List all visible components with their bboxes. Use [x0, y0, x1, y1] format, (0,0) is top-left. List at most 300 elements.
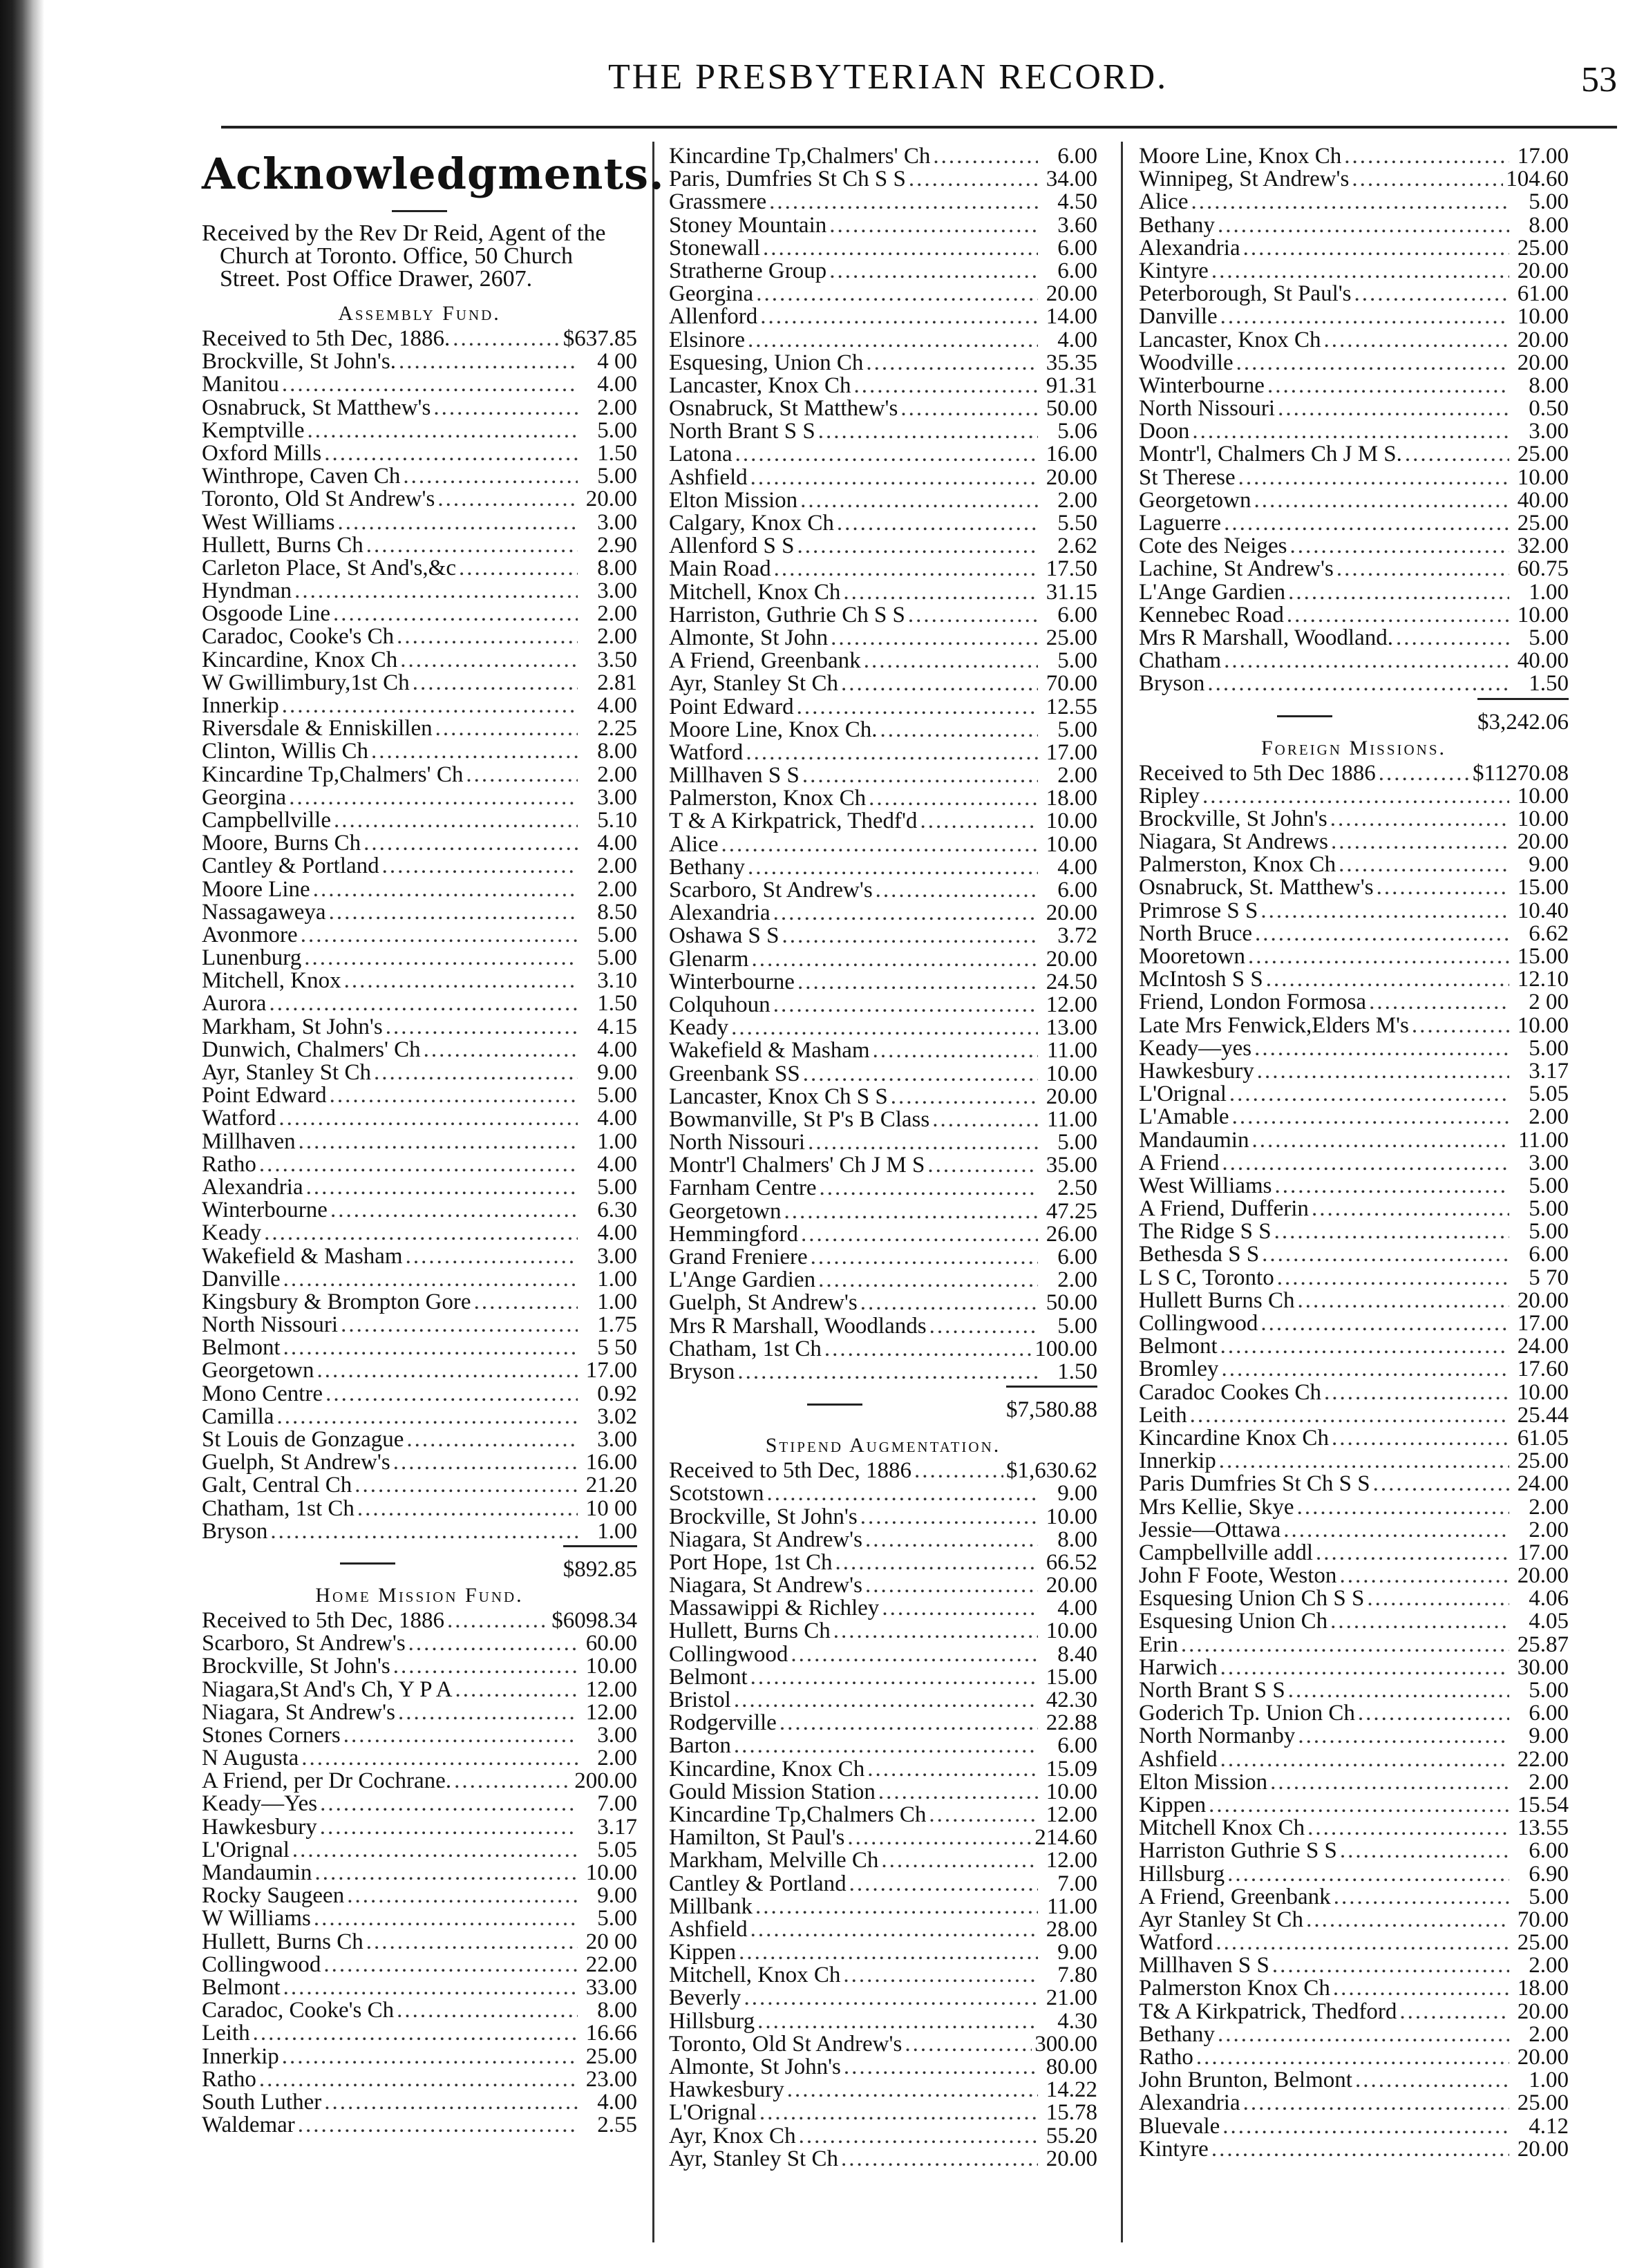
amount: 2.00	[1057, 487, 1097, 513]
contributor-name: Hawkesbury	[202, 1815, 317, 1839]
dot-leader	[1336, 558, 1509, 580]
dot-leader	[1298, 1725, 1509, 1748]
list-item	[202, 2022, 637, 2045]
dot-leader	[314, 1907, 578, 1930]
dot-leader	[437, 488, 578, 511]
section-heading-stipend-augmentation: Stipend Augmentation.	[765, 1434, 1001, 1457]
contributor-name: Moore Line, Knox Ch	[1139, 145, 1342, 169]
amount: 26.00	[1046, 1221, 1097, 1247]
list-item	[669, 214, 1097, 237]
dot-leader	[304, 947, 578, 970]
amount: 2.00	[597, 624, 637, 650]
amount: 2.00	[1057, 763, 1097, 788]
contributor-name: Caradoc, Cooke's Ch	[202, 1999, 395, 2023]
amount: 2.00	[1529, 1104, 1569, 1130]
amount: 24.00	[1517, 1334, 1569, 1359]
dot-leader	[1352, 168, 1503, 191]
list-item	[669, 971, 1097, 994]
amount: 214.60	[1034, 1825, 1097, 1851]
column-left	[202, 145, 665, 2138]
contributor-name: Dunwich, Chalmers' Ch	[202, 1038, 421, 1062]
list-item	[669, 1086, 1097, 1108]
amount: 20.00	[1046, 281, 1097, 307]
list-item	[669, 948, 1097, 971]
dot-leader	[1298, 1289, 1509, 1312]
amount: 15.00	[1517, 875, 1569, 900]
dot-leader	[270, 1520, 578, 1543]
contributor-name: Glenarm	[669, 947, 749, 971]
dot-leader	[1306, 1909, 1509, 1931]
contributor-name: Ashfield	[669, 1918, 748, 1942]
list-item	[669, 1223, 1097, 1246]
dot-leader	[1211, 260, 1509, 283]
amount: 20.00	[1517, 829, 1569, 855]
contributor-name: Esquesing Union Ch	[1139, 1610, 1328, 1634]
list-item	[202, 1199, 637, 1222]
list-item	[202, 1497, 637, 1520]
dot-leader	[867, 1758, 1038, 1781]
contributor-name: Bryson	[1139, 672, 1205, 696]
list-item	[202, 1839, 637, 1862]
amount: 2.00	[597, 395, 637, 420]
dot-leader	[835, 1551, 1038, 1574]
list-item	[669, 443, 1097, 466]
contributor-name: Brockville, St John's	[669, 1505, 858, 1529]
amount: 10 00	[585, 1495, 637, 1521]
contributor-name: Avonmore	[202, 923, 298, 947]
amount: 5.05	[597, 1837, 637, 1862]
list-item	[202, 1128, 637, 1154]
contributor-name: Stoney Mountain	[669, 214, 827, 237]
contributor-name: Niagara, St Andrews	[1139, 831, 1329, 854]
list-item	[669, 1361, 1097, 1383]
contributor-name: Leith	[202, 2022, 250, 2045]
list-item	[669, 1804, 1097, 1826]
contributor-name: Mitchell, Knox	[202, 970, 341, 993]
contributor-name: Hullett, Burns Ch	[669, 1620, 831, 1643]
contributor-name: Keady	[669, 1017, 729, 1040]
list-item	[669, 1200, 1097, 1223]
contributor-name: Gould Mission Station	[669, 1780, 876, 1804]
list-item	[669, 696, 1097, 719]
amount: 9.00	[1057, 1481, 1097, 1506]
contributor-name: Toronto, Old St Andrew's	[202, 488, 435, 511]
amount: 17.00	[1517, 1311, 1569, 1336]
amount: 61.00	[1517, 281, 1569, 307]
list-item	[1139, 1060, 1569, 1083]
contributor-name: Lachine, St Andrew's	[1139, 558, 1334, 581]
list-item	[669, 2033, 1097, 2056]
amount: 6.00	[1529, 1242, 1569, 1267]
list-item	[669, 833, 1097, 856]
dot-leader	[1354, 283, 1509, 305]
list-item	[1139, 1565, 1569, 1587]
list-item	[1139, 604, 1569, 627]
list-item	[202, 1222, 637, 1245]
contributor-name: Oshawa S S	[669, 925, 779, 948]
dot-leader	[283, 1268, 578, 1291]
dot-leader	[334, 809, 578, 832]
list-item	[1139, 1794, 1569, 1817]
dot-leader	[847, 1826, 1032, 1849]
list-item	[202, 1676, 637, 1702]
stipend-augmentation-total-row	[1139, 699, 1569, 735]
dot-leader	[282, 694, 578, 717]
amount: 11.00	[1046, 1893, 1097, 1919]
amount: 17.00	[1517, 1540, 1569, 1565]
contributor-name: Collingwood	[1139, 1312, 1258, 1336]
dot-leader	[820, 1177, 1038, 1200]
amount: 15.00	[1517, 944, 1569, 969]
amount: 60.75	[1517, 556, 1569, 582]
list-item	[202, 397, 637, 419]
contributor-name: Wakefield & Masham	[669, 1039, 870, 1063]
contributor-name: Cote des Neiges	[1139, 535, 1287, 558]
dot-leader	[1339, 853, 1509, 876]
list-item	[1139, 2046, 1569, 2069]
page-binding-edge	[0, 0, 44, 2268]
dot-leader	[330, 1084, 578, 1107]
amount: 5.00	[1057, 1313, 1097, 1339]
contributor-name: Bethany	[1139, 214, 1215, 237]
contributor-name: Jessie—Ottawa	[1139, 1518, 1281, 1542]
dot-leader	[751, 948, 1038, 971]
contributor-name: Received to 5th Dec 1886	[1139, 762, 1376, 785]
contributor-name: Markham, St John's	[202, 1015, 383, 1039]
list-item	[1139, 1014, 1569, 1037]
amount: 17.00	[1517, 144, 1569, 169]
dot-leader	[909, 168, 1038, 191]
amount: 10.00	[585, 1860, 637, 1885]
list-item	[202, 901, 637, 924]
dot-leader	[400, 649, 578, 672]
list-item	[1139, 672, 1569, 695]
list-item	[1139, 968, 1569, 991]
contributor-name: Mandaumin	[1139, 1128, 1249, 1152]
list-item	[1139, 1817, 1569, 1840]
contributor-name: Caradoc Cookes Ch	[1139, 1381, 1321, 1404]
dot-leader	[1257, 1060, 1509, 1083]
dot-leader	[1216, 1931, 1509, 1954]
dot-leader	[841, 672, 1038, 695]
amount: 20.00	[1046, 1084, 1097, 1109]
home-mission-total-row	[669, 1386, 1097, 1422]
amount: 20.00	[1046, 946, 1097, 972]
contributor-name: Winterbourne	[1139, 374, 1265, 398]
list-item	[202, 1793, 637, 1815]
list-item	[1139, 1725, 1569, 1748]
amount: 2.00	[1057, 1267, 1097, 1293]
contributor-name: W Gwillimbury,1st Ch	[202, 671, 410, 695]
amount: 10.00	[1046, 831, 1097, 857]
contributor-name: Georgetown	[1139, 489, 1251, 513]
amount: 12.10	[1517, 967, 1569, 992]
dot-leader	[750, 466, 1038, 489]
list-item	[1139, 1450, 1569, 1473]
dot-leader	[317, 1359, 578, 1382]
amount: 6.00	[1057, 878, 1097, 903]
contributor-name: Farnham Centre	[669, 1177, 817, 1200]
page-number: 53	[1581, 60, 1617, 100]
contributor-name: The Ridge S S	[1139, 1220, 1272, 1244]
amount: 11.00	[1046, 1106, 1097, 1132]
amount: 2.00	[597, 601, 637, 627]
list-item	[669, 994, 1097, 1017]
contributor-name: Hillsburg	[1139, 1862, 1225, 1886]
contributor-name: North Bruce	[1139, 922, 1253, 946]
contributor-name: Elton Mission	[669, 489, 798, 513]
dot-leader	[324, 2091, 578, 2114]
amount: 300.00	[1034, 2031, 1097, 2057]
amount: 12.00	[1046, 1802, 1097, 1827]
list-item	[202, 2068, 637, 2091]
amount: 5.00	[1057, 717, 1097, 742]
list-item	[1139, 1702, 1569, 1725]
list-item	[202, 1931, 637, 1954]
dot-leader	[1243, 237, 1509, 260]
amount: 21.00	[1046, 1985, 1097, 2011]
list-item	[1139, 627, 1569, 650]
heading-rule	[392, 210, 447, 212]
contributor-name: Guelph, St Andrew's	[669, 1292, 858, 1315]
contributor-name: Ashfield	[1139, 1748, 1218, 1771]
contributor-name: Winterbourne	[669, 970, 795, 994]
dot-leader	[292, 1839, 578, 1862]
list-item	[202, 1520, 637, 1543]
list-item	[669, 764, 1097, 787]
contributor-name: Watford	[1139, 1931, 1213, 1955]
amount: 6.00	[1057, 1245, 1097, 1269]
contributor-name: Millhaven S S	[669, 764, 800, 788]
amount: 5.10	[597, 807, 637, 833]
dot-leader	[854, 375, 1038, 397]
dot-leader	[769, 191, 1038, 214]
list-item	[669, 2125, 1097, 2148]
dot-leader	[301, 924, 578, 947]
list-item	[1139, 785, 1569, 808]
list-item	[202, 1724, 637, 1747]
dot-leader	[393, 1451, 578, 1474]
dot-leader	[833, 1620, 1038, 1643]
list-item	[202, 1770, 637, 1793]
dot-leader	[269, 992, 578, 1015]
dot-leader	[283, 1976, 578, 1999]
amount: 4.00	[597, 693, 637, 718]
amount: 15.54	[1517, 1792, 1569, 1817]
column-divider	[652, 142, 654, 2242]
amount: 2.00	[1529, 1953, 1569, 1978]
contributor-name: Alexandria	[202, 1175, 303, 1200]
contributor-name: Watford	[669, 741, 744, 765]
list-item	[669, 1597, 1097, 1620]
list-item	[202, 1474, 637, 1497]
dot-leader	[1399, 2001, 1509, 2023]
home-mission-continued-list	[669, 145, 1097, 1383]
contributor-name: Keady—Yes	[202, 1793, 318, 1816]
section-heading-foreign-missions: Foreign Missions.	[1260, 736, 1447, 759]
list-item	[1139, 1381, 1569, 1404]
list-item	[669, 1826, 1097, 1849]
amount: 1.00	[1529, 2068, 1569, 2093]
dot-leader	[791, 1643, 1038, 1666]
amount: 50.00	[1046, 1290, 1097, 1316]
list-item	[1139, 2023, 1569, 2046]
amount: 40.00	[1517, 487, 1569, 513]
list-item	[1139, 920, 1569, 946]
amount: 30.00	[1517, 1654, 1569, 1680]
contributor-name: St Louis de Gonzague	[202, 1428, 404, 1452]
list-item	[669, 2010, 1097, 2033]
list-item	[669, 1918, 1097, 1941]
amount: 6.00	[1057, 602, 1097, 627]
list-item	[669, 604, 1097, 627]
list-item	[1139, 420, 1569, 443]
list-item	[1139, 1335, 1569, 1358]
amount: 3.00	[597, 1243, 637, 1269]
contributor-name: Hamilton, St Paul's	[669, 1826, 845, 1850]
amount: 9.00	[597, 1060, 637, 1085]
list-item	[1139, 535, 1569, 558]
amount: 66.52	[1046, 1549, 1097, 1575]
contributor-name: Osnabruck, St. Matthew's	[1139, 876, 1374, 900]
list-item	[202, 1816, 637, 1839]
contributor-name: Kincardine Tp,Chalmers' Ch	[669, 145, 931, 169]
dot-leader	[908, 604, 1038, 627]
contributor-name: Winthrope, Caven Ch	[202, 465, 401, 489]
contributor-name: Winnipeg, St Andrew's	[1139, 168, 1350, 191]
amount: 28.00	[1046, 1916, 1097, 1942]
list-item	[669, 1758, 1097, 1781]
list-item	[669, 1964, 1097, 1987]
contributor-name: Millbank	[669, 1895, 753, 1918]
contributor-name: Palmerston, Knox Ch	[669, 787, 867, 811]
amount: 20.00	[1046, 1573, 1097, 1598]
list-item	[669, 581, 1097, 604]
amount: 3.00	[1529, 1150, 1569, 1175]
dot-leader	[393, 1655, 578, 1678]
dot-leader	[773, 902, 1038, 925]
list-item	[1139, 145, 1569, 168]
contributor-name: Belmont	[1139, 1335, 1218, 1359]
dot-leader	[363, 832, 578, 855]
dot-leader	[1192, 420, 1509, 443]
dot-leader	[731, 1017, 1038, 1039]
amount: 4.00	[1057, 854, 1097, 880]
list-item	[669, 512, 1097, 535]
dot-leader	[1270, 1771, 1509, 1794]
list-item	[669, 719, 1097, 741]
amount: 2.55	[597, 2113, 637, 2138]
list-item	[1139, 305, 1569, 328]
contributor-name: Innerkip	[1139, 1450, 1216, 1473]
dot-leader	[1377, 876, 1509, 899]
list-item	[669, 1689, 1097, 1712]
amount: 8.40	[1057, 1641, 1097, 1667]
dot-leader	[756, 283, 1038, 305]
list-item	[1139, 512, 1569, 535]
contributor-name: Aurora	[202, 992, 267, 1016]
contributor-name: Almonte, St John's	[669, 2056, 841, 2079]
dot-leader	[283, 1336, 578, 1359]
list-item	[669, 1315, 1097, 1338]
list-item	[1139, 1083, 1569, 1106]
dot-leader	[881, 1849, 1038, 1872]
list-item	[1139, 1289, 1569, 1312]
list-item	[1139, 466, 1569, 489]
list-item	[1139, 443, 1569, 466]
stipend-augmentation-total: $3,242.06	[1477, 698, 1569, 735]
dot-leader	[920, 810, 1038, 833]
contributor-name: Riversdale & Enniskillen	[202, 717, 433, 741]
dot-leader	[455, 1679, 578, 1701]
list-item	[202, 2045, 637, 2068]
list-item	[1139, 397, 1569, 420]
total-rule	[1277, 715, 1332, 717]
contributor-name: Scarboro, St Andrew's	[669, 879, 873, 903]
dot-leader	[1278, 397, 1509, 420]
contributor-name: L'Orignal	[1139, 1083, 1227, 1106]
dot-leader	[759, 2101, 1038, 2124]
dot-leader	[734, 1689, 1038, 1712]
list-item	[202, 1907, 637, 1930]
dot-leader	[734, 1735, 1038, 1757]
contributor-name: Elsinore	[669, 328, 745, 352]
list-item	[669, 741, 1097, 764]
contributor-name: Collingwood	[202, 1953, 321, 1976]
amount: 1.50	[597, 991, 637, 1017]
amount: 47.25	[1046, 1198, 1097, 1224]
list-item	[1139, 1977, 1569, 2000]
contributor-name: Rocky Saugeen	[202, 1884, 345, 1908]
dot-leader	[1238, 466, 1509, 489]
dot-leader	[801, 1223, 1038, 1246]
amount: 2.00	[597, 876, 637, 902]
list-item	[669, 1506, 1097, 1529]
contributor-name: Osgoode Line	[202, 603, 331, 626]
dot-leader	[1251, 1129, 1509, 1152]
list-item	[669, 627, 1097, 650]
list-item	[669, 810, 1097, 833]
list-item	[202, 580, 637, 603]
contributor-name: Toronto, Old St Andrew's	[669, 2032, 902, 2057]
dot-leader	[1236, 352, 1509, 375]
amount: 24.00	[1517, 1471, 1569, 1497]
amount: 22.00	[585, 1952, 637, 1977]
amount: 20.00	[1517, 2136, 1569, 2162]
contributor-name: Innerkip	[202, 694, 279, 718]
contributor-name: Allenford	[669, 305, 758, 329]
total-rule	[807, 1404, 862, 1406]
contributor-name: Winterbourne	[202, 1199, 328, 1222]
list-item	[1139, 558, 1569, 580]
dot-leader	[824, 1338, 1032, 1361]
dot-leader	[1211, 2138, 1509, 2161]
dot-leader	[1283, 1519, 1509, 1542]
amount: 11.00	[1046, 1038, 1097, 1064]
dot-leader	[424, 1039, 578, 1061]
dot-leader	[779, 1712, 1038, 1735]
amount: 4.00	[597, 831, 637, 856]
amount: 18.00	[1046, 786, 1097, 811]
amount: 5.00	[597, 464, 637, 489]
dot-leader	[1324, 329, 1509, 352]
list-item	[202, 511, 637, 534]
dot-leader	[864, 650, 1038, 672]
amount: 61.05	[1517, 1425, 1569, 1450]
amount: 7.80	[1057, 1963, 1097, 1988]
dot-leader	[1316, 1542, 1509, 1565]
contributor-name: Almonte, St John	[669, 626, 829, 650]
